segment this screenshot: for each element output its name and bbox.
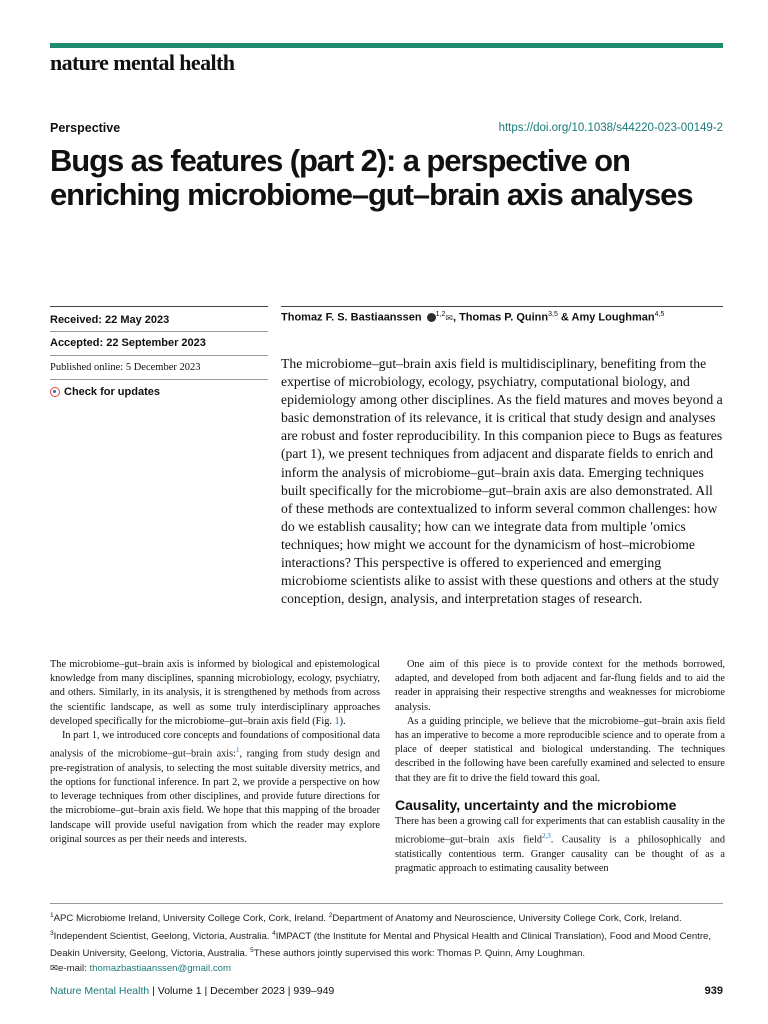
affiliation-text: Department of Anatomy and Neuroscience, University College Cork, Cork, Ireland. — [332, 913, 682, 925]
paragraph — [50, 729, 380, 847]
reference-link[interactable]: 1 — [236, 746, 240, 755]
author-name[interactable]: Thomas P. Quinn — [459, 311, 549, 324]
footnote-divider — [50, 903, 723, 904]
author-affiliation: 3,5 — [548, 311, 558, 318]
orcid-icon[interactable] — [427, 313, 436, 322]
email-link[interactable]: thomazbastiaanssen@gmail.com — [89, 963, 231, 975]
divider-meta-3 — [50, 379, 268, 380]
author-ampersand: & — [557, 311, 572, 324]
author-list — [281, 311, 664, 324]
reference-link[interactable]: 2,3 — [542, 832, 551, 841]
footer-journal-link[interactable]: Nature Mental Health — [50, 985, 150, 997]
paragraph — [395, 815, 725, 876]
paragraph: One aim of this piece is to provide context for the methods borrowed, adapted, and developed from both adjacent and far-flung fields and to aid the reader in appraising their respective strengths and weaknesses for microbiome analysis. — [395, 659, 725, 713]
footer-citation-text: | Volume 1 | December 2023 | 939–949 — [149, 985, 335, 997]
affiliation-text: IMPACT (the Institute for Mental and Physical Health and Clinical Translation), Food and Mood Centre, Deakin University, Geelong, Victoria, Australia. — [50, 930, 712, 960]
divider-meta-2 — [50, 355, 268, 356]
check-for-updates-label: Check for updates — [64, 386, 160, 398]
envelope-icon: ✉ — [50, 963, 59, 975]
author-name[interactable]: Thomaz F. S. Bastiaanssen — [281, 311, 422, 324]
received-date: Received: 22 May 2023 — [50, 314, 170, 326]
crossmark-icon — [50, 387, 60, 397]
page-number: 939 — [704, 985, 723, 997]
affiliations — [50, 909, 720, 977]
author-affiliation: 4,5 — [654, 311, 665, 318]
journal-name: nature mental health — [50, 50, 235, 75]
article-type: Perspective — [50, 121, 121, 135]
paragraph: As a guiding principle, we believe that the microbiome–gut–brain axis field has an imperative to become a more reproducible science and to operate from a place of deeper statistical and biological understanding. The techniques described in the following have been carefully examined and selected to ensure that they are fit to drive the field toward this goal. — [395, 715, 725, 784]
footnote-marker: 1 — [50, 912, 54, 919]
footnote-marker: 2 — [328, 912, 333, 919]
published-date: Published online: 5 December 2023 — [50, 362, 201, 373]
footnote-marker: 4 — [272, 929, 276, 937]
author-affiliation: 1,2 — [435, 311, 446, 318]
divider-right-top — [281, 306, 723, 307]
paragraph-text: There has been a growing call for experiments that can establish causality in the microbiome–gut–brain axis field — [395, 815, 725, 846]
author-separator: , — [452, 311, 460, 324]
figure-link[interactable]: 1 — [334, 715, 340, 727]
divider-meta-1 — [50, 331, 268, 332]
footnote-marker: 5 — [250, 947, 254, 955]
abstract: The microbiome–gut–brain axis field is multidisciplinary, benefiting from the expertise of microbiology, ecology, psychiatry, computational biology, and epidemiology among other disciplines. As the field matures and moves beyond a basic demonstration of its relevance, it is critical that study design and analyses are robust and foster reproducibility. In this companion piece to Bugs as features (part 1), we present techniques from adjacent and disparate fields to enrich and inform the analysis of microbiome–gut–brain axis data. Emerging techniques built specifically for the microbiome–gut–brain axis are also demonstrated. All of these methods are contextualized to inform several common challenges: how do we establish causality; how can we integrate data from multiple ′omics techniques; how might we account for the dynamicism of host–microbiome interactions? This perspective is offered to experienced and emerging microbiome scientists alike to assist with these questions and others at the study conception, design, analysis, and interpretation stages of research. — [281, 356, 723, 607]
accepted-date: Accepted: 22 September 2023 — [50, 337, 206, 349]
envelope-icon[interactable]: ✉ — [445, 312, 453, 323]
paragraph-text: In part 1, we introduced core concepts and foundations of compositional data analysis of the microbiome–gut–brain axis: — [50, 730, 380, 760]
paragraph-text: , ranging from study design and pre-registration of analysis, to selecting the most suitable diversity metrics, and the options for functional inference. In part 2, we provide a perspective on how to leverage techniques from other disciplines, and provide future directions for the microbiome–gut–brain axis field. We hope that this mapping of the broader landscape will provide useful navigation from which the reader may explore original sources as per their needs and interests. — [50, 748, 380, 845]
body-column-left — [50, 658, 380, 847]
body-column-right — [395, 658, 725, 876]
affiliation-text: These authors jointly supervised this work: Thomas P. Quinn, Amy Loughman. — [253, 948, 586, 960]
doi-link[interactable]: https://doi.org/10.1038/s44220-023-00149-2 — [498, 122, 723, 134]
paragraph-text: ). — [339, 715, 346, 727]
author-name[interactable]: Amy Loughman — [571, 311, 655, 324]
email-label: e-mail: — [58, 963, 90, 975]
affiliation-text: Independent Scientist, Geelong, Victoria, Australia. — [53, 930, 273, 942]
paragraph — [50, 658, 380, 729]
footnote-marker: 3 — [50, 929, 54, 937]
journal-accent-bar — [50, 43, 723, 48]
section-heading: Causality, uncertainty and the microbiome — [395, 796, 677, 813]
footer-citation — [50, 985, 334, 997]
divider-left-top — [50, 306, 268, 307]
article-title: Bugs as features (part 2): a perspective on enriching microbiome–gut–brain axis analyses — [50, 143, 693, 212]
paragraph-text: . Causality is a philosophically and statistically contentious term. Granger causality can be thought of as a pragmatic approach to estimating causality between — [395, 834, 725, 874]
affiliation-text: APC Microbiome Ireland, University College Cork, Cork, Ireland. — [53, 913, 329, 925]
check-for-updates-button[interactable] — [50, 386, 160, 398]
paragraph-text: The microbiome–gut–brain axis is informed by biological and epistemological knowledge from many disciplines, spanning microbiology, ecology, psychiatry, and others. Similarly, in its analysis, it is strengthened by methods from across the scientific landscape, as well as some truly interdisciplinary approaches developed specifically for the microbiome–gut–brain axis field (Fig. — [50, 659, 380, 727]
